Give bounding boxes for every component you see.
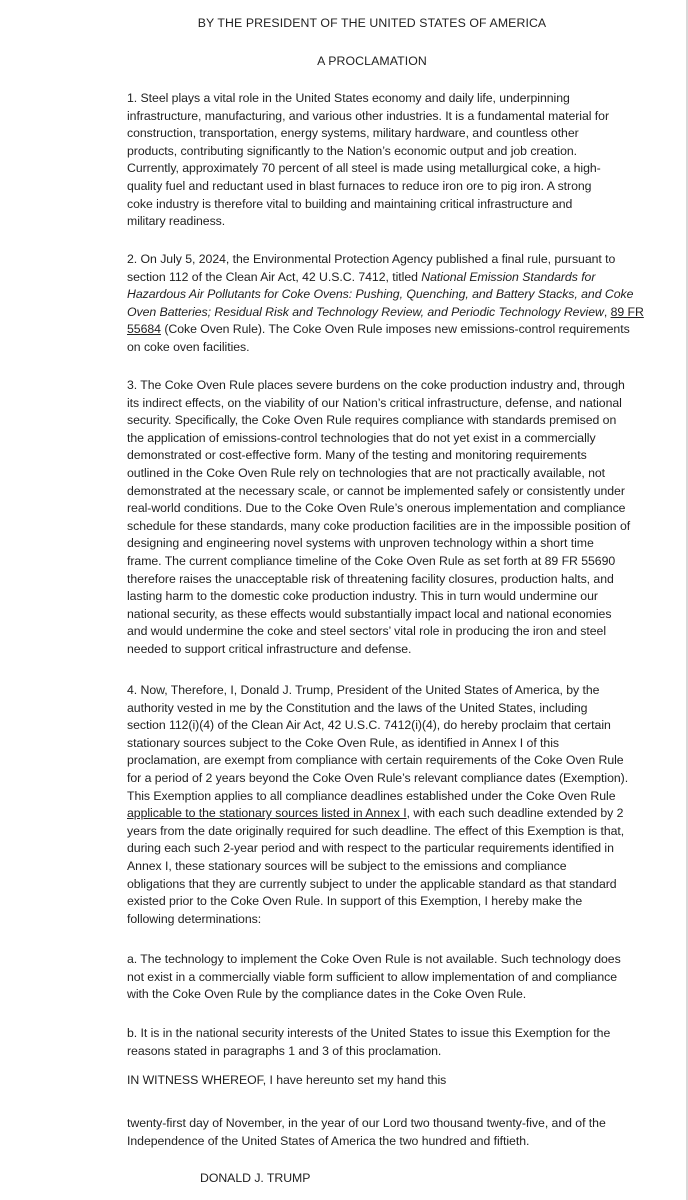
annex-link[interactable]: applicable to the stationary sources listed in Annex I (127, 806, 407, 821)
text-run: , with each such deadline extended by 2 (406, 806, 624, 821)
text-line: its indirect effects, on the viability of our Nation’s critical infrastructure, defense, and national (127, 395, 622, 410)
witness-clause (127, 1072, 619, 1090)
text-line: 1. Steel plays a vital role in the United States economy and daily life, underpinning (127, 91, 570, 105)
text-line: quality fuel and reductant used in blast furnaces to reduce iron ore to pig iron. A strong (127, 178, 592, 193)
rule-title-italic: Oven Batteries; Residual Risk and Technology Review, and Periodic Technology Review (127, 304, 604, 319)
text-line: the application of emissions-control technologies that do not yet exist in a commercially (127, 430, 596, 445)
text-line: schedule for these standards, many coke production facilities are in the impossible position of (127, 518, 631, 533)
text-line: reasons stated in paragraphs 1 and 3 of this proclamation. (127, 1043, 442, 1058)
text-line: construction, transportation, energy systems, military hardware, and countless other (127, 126, 579, 141)
text-line: security. Specifically, the Coke Oven Rule requires compliance with standards premised on (127, 413, 617, 428)
text-line: designing and engineering novel systems with unproven technology within a short time (127, 536, 594, 551)
text-line: therefore raises the unacceptable risk of threatening facility closures, production halts, and (127, 571, 614, 586)
text-line (127, 805, 624, 823)
text-line: military readiness. (127, 214, 226, 229)
text-line: products, contributing significantly to the Nation’s economic output and job creation. (127, 143, 578, 158)
text-line: real-world conditions. Due to the Coke Oven Rule’s onerous implementation and compliance (127, 501, 626, 516)
text-line (127, 321, 630, 339)
text-line: 4. Now, Therefore, I, Donald J. Trump, President of the United States of America, by the (127, 683, 600, 697)
text-line (127, 269, 619, 287)
text-line: b. It is in the national security interests of the United States to issue this Exemption for the (127, 1026, 611, 1040)
text-line: authority vested in me by the Constitution and the laws of the United States, including (127, 700, 588, 715)
document-title: A PROCLAMATION (317, 54, 427, 68)
text-line: 2. On July 5, 2024, the Environmental Protection Agency published a final rule, pursuant to (127, 252, 616, 266)
text-line: and would undermine the coke and steel sectors’ vital role in producing the iron and steel (127, 624, 607, 639)
text-line: a. The technology to implement the Coke Oven Rule is not available. Such technology does (127, 952, 621, 966)
text-line (127, 304, 644, 322)
text-line: existed prior to the Coke Oven Rule. In support of this Exemption, I hereby make the (127, 894, 583, 909)
federal-register-link[interactable]: 55684 (127, 322, 161, 337)
paragraph-2 (127, 251, 644, 357)
text-line: 3. The Coke Oven Rule places severe burdens on the coke production industry and, through (127, 378, 625, 392)
text-line: Independence of the United States of America the two hundred and fiftieth. (127, 1133, 530, 1148)
text-line: national security, as these effects would substantially impact local and national economies (127, 606, 612, 621)
text-run: (Coke Oven Rule). The Coke Oven Rule imposes new emissions-control requirements (160, 322, 630, 337)
date-clause (127, 1115, 619, 1150)
text-line: outlined in the Coke Oven Rule rely on technologies that are not practically available, not (127, 465, 606, 480)
federal-register-link[interactable]: 89 FR (610, 304, 644, 319)
text-line: IN WITNESS WHEREOF, I have hereunto set my hand this (127, 1073, 447, 1087)
text-line: proclamation, are exempt from compliance with certain requirements of the Coke Oven Rule (127, 753, 624, 768)
rule-title-italic: Hazardous Air Pollutants for Coke Ovens: Pushing, Quenching, and Battery Stacks, and Coke (127, 287, 634, 302)
text-line: frame. The current compliance timeline of the Coke Oven Rule as set forth at 89 FR 55690 (127, 553, 616, 568)
text-line: on coke oven facilities. (127, 339, 250, 354)
text-line: Currently, approximately 70 percent of all steel is made using metallurgical coke, a high- (127, 161, 601, 176)
rule-title-italic: National Emission Standards for (421, 269, 596, 284)
text-line: demonstrated at the necessary scale, or cannot be implemented safely or consistently under (127, 483, 625, 498)
paragraph-1 (127, 90, 619, 231)
text-line: Annex I, these stationary sources will be subject to the emissions and compliance (127, 858, 567, 873)
text-run: section 112 of the Clean Air Act, 42 U.S.C. 7412, titled (127, 269, 422, 284)
signature: DONALD J. TRUMP (200, 1171, 311, 1185)
determination-a (127, 951, 619, 1004)
text-line: lasting harm to the domestic coke production industry. This in turn would undermine our (127, 589, 598, 604)
text-run: , (603, 304, 611, 319)
text-line: section 112(i)(4) of the Clean Air Act, 42 U.S.C. 7412(i)(4), do hereby proclaim that certain (127, 718, 611, 733)
paragraph-4 (127, 682, 629, 928)
text-line: obligations that they are currently subject to under the applicable standard as that standard (127, 876, 617, 891)
text-line: not exist in a commercially viable form sufficient to allow implementation of and compliance (127, 969, 618, 984)
text-line: coke industry is therefore vital to building and maintaining critical infrastructure and (127, 196, 573, 211)
text-line: twenty-first day of November, in the year of our Lord two thousand twenty-five, and of the (127, 1116, 606, 1130)
document-header: BY THE PRESIDENT OF THE UNITED STATES OF AMERICA (197, 16, 547, 30)
text-line: with the Coke Oven Rule by the compliance dates in the Coke Oven Rule. (127, 987, 527, 1002)
text-line: stationary sources subject to the Coke Oven Rule, as identified in Annex I of this (127, 735, 559, 750)
paragraph-3 (127, 377, 631, 659)
text-line: years from the date originally required for such deadline. The effect of this Exemption is that, (127, 823, 625, 838)
determination-b (127, 1025, 619, 1060)
text-line: following determinations: (127, 911, 262, 926)
text-line: This Exemption applies to all compliance deadlines established under the Coke Oven Rule (127, 788, 616, 803)
text-line: infrastructure, manufacturing, and various other industries. It is a fundamental material for (127, 108, 609, 123)
text-line: for a period of 2 years beyond the Coke Oven Rule’s relevant compliance dates (Exemption). (127, 770, 629, 785)
text-line: needed to support critical infrastructure and defense. (127, 641, 412, 656)
text-line: demonstrated or cost-effective form. Many of the testing and monitoring requirements (127, 448, 587, 463)
text-line: during each such 2-year period and with respect to the particular requirements identified in (127, 841, 614, 856)
